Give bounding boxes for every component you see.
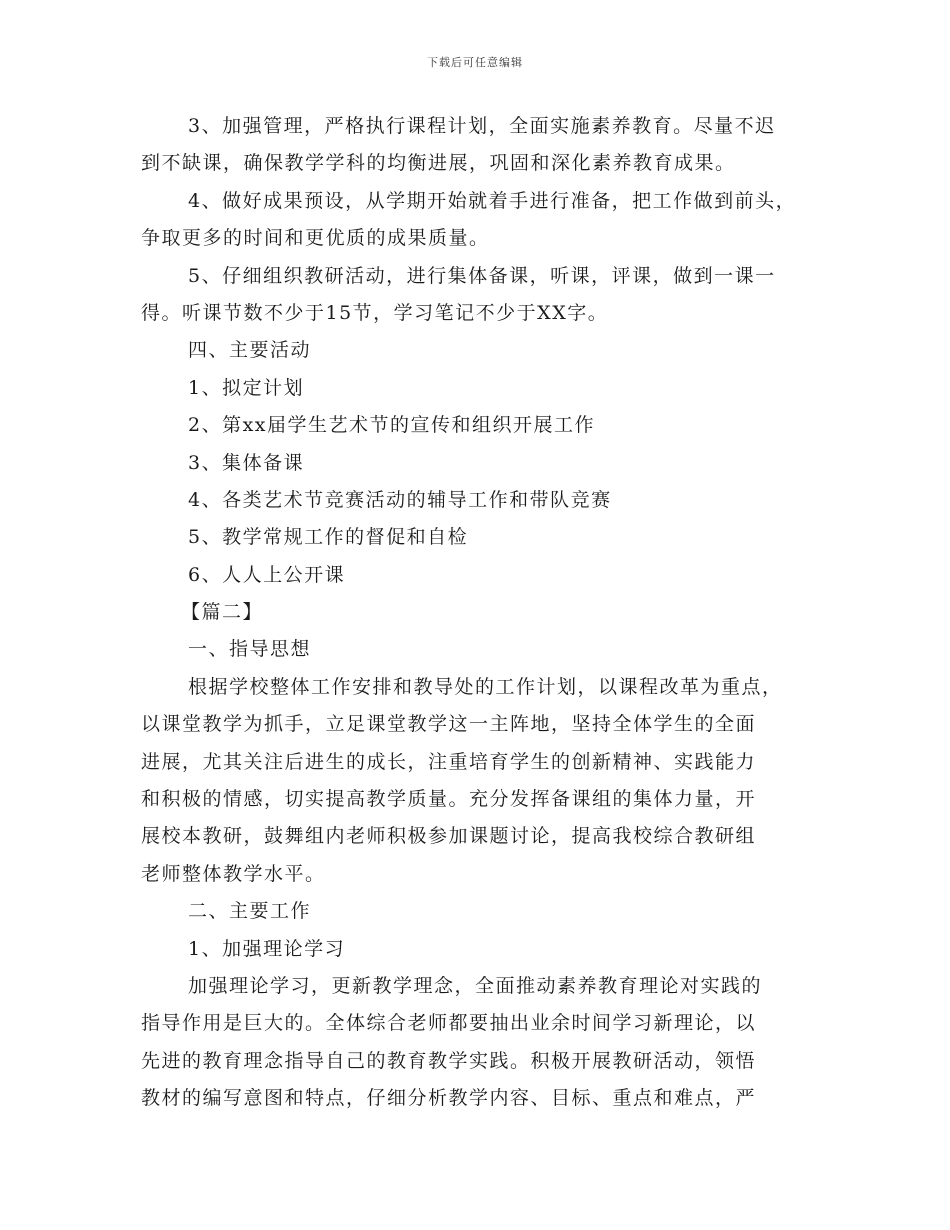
paragraph-line: 得。听课节数不少于15节，学习笔记不少于XX字。 [141,301,609,324]
paragraph-line: 4、做好成果预设，从学期开始就着手进行准备，把工作做到前头， [188,189,797,212]
paragraph-line: 加强理论学习，更新教学理念，全面推动素养教育理论对实践的 [188,974,763,997]
part-title: 【篇二】 [181,601,264,624]
section-heading: 二、主要工作 [188,900,312,923]
list-item: 3、集体备课 [188,451,305,474]
paragraph-line: 进展，尤其关注后进生的成长，注重培育学生的创新精神、实践能力 [141,750,757,773]
paragraph-line: 指导作用是巨大的。全体综合老师都要抽出业余时间学习新理论，以 [141,1012,757,1035]
section-heading: 一、指导思想 [188,638,312,661]
list-item: 1、拟定计划 [188,376,305,399]
document-body [141,108,821,1118]
page-header: 下载后可任意编辑 [427,56,523,69]
list-item: 4、各类艺术节竞赛活动的辅导工作和带队竞赛 [188,488,612,511]
paragraph-line: 根据学校整体工作安排和教导处的工作计划，以课程改革为重点， [188,675,783,698]
subsection-heading: 1、加强理论学习 [188,937,346,960]
paragraph-line: 教材的编写意图和特点，仔细分析教学内容、目标、重点和难点，严 [141,1087,757,1110]
paragraph-line: 争取更多的时间和更优质的成果质量。 [141,227,490,250]
paragraph-line: 和积极的情感，切实提高教学质量。充分发挥备课组的集体力量，开 [141,788,757,811]
paragraph-line: 以课堂教学为抓手，立足课堂教学这一主阵地，坚持全体学生的全面 [141,713,757,736]
paragraph-line: 先进的教育理念指导自己的教育教学实践。积极开展教研活动，领悟 [141,1049,757,1072]
paragraph-line: 展校本教研，鼓舞组内老师积极参加课题讨论，提高我校综合教研组 [141,825,757,848]
list-item: 5、教学常规工作的督促和自检 [188,526,469,549]
paragraph-line: 3、加强管理，严格执行课程计划，全面实施素养教育。尽量不迟 [188,115,776,137]
paragraph-line: 到不缺课，确保教学学科的均衡进展，巩固和深化素养教育成果。 [141,152,736,175]
paragraph-line: 5、仔细组织教研活动，进行集体备课，听课，评课，做到一课一 [188,264,776,287]
list-item: 6、人人上公开课 [188,563,346,586]
section-heading: 四、主要活动 [188,339,312,362]
paragraph-line: 老师整体教学水平。 [141,862,326,885]
list-item: 2、第xx届学生艺术节的宣传和组织开展工作 [188,414,596,437]
